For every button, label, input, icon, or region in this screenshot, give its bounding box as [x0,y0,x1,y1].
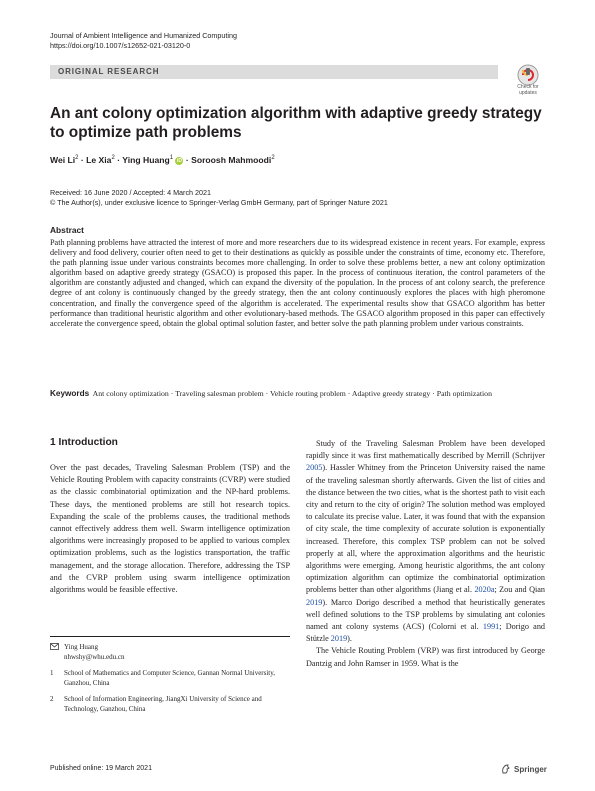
abstract-heading: Abstract [50,225,84,235]
springer-horse-icon [501,764,511,774]
affiliation-mark: 1 [169,155,174,162]
journal-name: Journal of Ambient Intelligence and Humanized Computing [50,31,237,40]
text-run: ). [347,634,352,644]
citation-link[interactable]: 2020a [474,585,495,595]
affiliation-number: 1 [50,669,54,678]
check-line-2: updates [519,90,537,96]
author-separator: · [114,155,123,165]
citation-link[interactable]: 2019 [306,597,323,607]
author-name[interactable]: Le Xia [86,155,112,165]
intro-right-paragraph-1 [306,438,545,645]
intro-heading: 1 Introduction [50,437,118,448]
author-separator: · [78,155,87,165]
check-for-updates-badge[interactable] [511,64,545,98]
affiliation-mark: 2 [271,155,275,162]
springer-logo [501,764,547,774]
corresponding-email[interactable]: nhwshy@whu.edu.cn [64,652,125,661]
author-list [50,155,275,165]
orcid-icon[interactable]: iD [176,158,182,164]
text-run: ; Dorigo and Stützle [306,622,546,644]
article-dates [50,188,388,208]
intro-right-column [306,438,545,670]
keywords-text: Ant colony optimization · Traveling salesman problem · Vehicle routing problem · Adaptive greedy strategy · Path optimization [92,389,492,398]
check-for-updates-icon [511,64,545,86]
text-run: ; Zou and Qian [494,585,545,595]
citation-link[interactable]: 2019 [330,634,348,644]
text-run: ). Marco Dorigo described a method that heuristically generates well defined solutions to the TSP problems by simulating ant colonies named ant colony systems (ACS) (Colorni et al. [306,597,545,632]
affiliation-text: School of Mathematics and Computer Science, Gannan Normal University, Ganzhou, China [64,669,276,687]
affiliation-number: 2 [50,695,54,704]
section-band [50,65,498,79]
received-accepted: Received: 16 June 2020 / Accepted: 4 March 2021 [50,188,212,197]
text-run: ). Hassler Whitney from the Princeton University raised the name of the traveling salesman shortly afterwards. Given the list of cities and the distance between the two cities, what is the shortest path to visit each city and return to the city of origin? The solution method was employed to calculate its precise value. Later, it was found that with the expansion of city scale, the time complexity of accurate solution is exponentially increased. Therefore, this complex TSP problem can not be solved properly at all, where the approximation algorithms and the heuristic algorithms were emerging. Among heuristic algorithms, the ant colony optimization algorithm can optimize the combinatorial optimization problems better than other algorithms (Jiang et al. [306,463,545,595]
affiliation-mark: 2 [75,155,79,162]
keywords-block [50,389,545,400]
citation-link[interactable]: 1991 [482,622,500,632]
abstract-text: Path planning problems have attracted the interest of more and more researchers due to its widespread existence in recent years. For example, express delivery and food delivery, courier often need to get to their destinations as quickly as possible under the constraints of time, economy etc. Therefore, the path planning issue under various constraints becomes more challenging. In order to solve these problems better, a new ant colony optimization algorithm based on adaptive greedy strategy (GSACO) is proposed this paper. In the process of continuous iteration, the control parameters of the algorithm are constantly adjusted and changed, which can expand the diversity of the population. In the process of ant colony search, the preference degree of ant colony is continuously changed by the greedy strategy, then the ant colony continuously explores the places with high pheromone concentration, and finally the convergence speed of the algorithm is accelerated. The experimental results show that GSACO algorithm has better performance than traditional heuristic algorithm and other evolutionary-based methods. The GSACO algorithm proposed in this paper can effectively accelerate the convergence speed, obtain the global optimal solution faster, and better solve the path planning problem under various constraints. [50,238,545,328]
author-separator: · [183,155,192,165]
article-title: An ant colony optimization algorithm with adaptive greedy strategy to optimize path problems [50,105,542,141]
publisher-name: Springer [514,764,547,774]
footnotes [50,636,290,715]
citation-link[interactable]: 2005 [306,463,323,473]
intro-right-paragraph-2: The Vehicle Routing Problem (VRP) was first introduced by George Dantzig and John Ramser in 1959. What is the [306,646,545,668]
affiliation-mark: 2 [111,155,115,162]
affiliation-item [50,695,290,714]
text-run: Study of the Traveling Salesman Problem have been developed rapidly since it was first mathematically described by Merrill (Schrijver [306,439,545,461]
published-online: Published online: 19 March 2021 [50,765,152,772]
affiliation-text: School of Information Engineering, JiangXi University of Science and Technology, Ganzhou, China [64,695,262,713]
keywords-label: Keywords [50,389,90,398]
envelope-icon [50,643,59,654]
author-name[interactable]: Ying Huang [122,155,170,165]
section-label: ORIGINAL RESEARCH [58,67,160,76]
corresponding-name: Ying Huang [64,643,99,651]
author-name[interactable]: Soroosh Mahmoodi [191,155,272,165]
doi-link[interactable]: https://doi.org/10.1007/s12652-021-03120-0 [50,41,191,50]
affiliation-item [50,669,290,688]
copyright-line: © The Author(s), under exclusive licence to Springer-Verlag GmbH Germany, part of Springer Nature 2021 [50,198,388,207]
corresponding-author [50,643,290,662]
intro-left-paragraph: Over the past decades, Traveling Salesman Problem (TSP) and the Vehicle Routing Problem with capacity constraints (CVRP) were studied as the classic combinatorial optimization and the NP-hard problems. These days, the mentioned problems are still hot research topics. Expanding the scale of the problems causes, the traditional methods cannot effectively address them well. Swarm intelligence optimization algorithms were increasingly proposed to be applied to various complex optimization problems, such as the logistics transportation, the traffic management, and the storage allocation. Therefore, addressing the TSP and the CVRP problem using swarm intelligence optimization algorithms would be feasible effective. [50,463,290,595]
journal-header [50,31,237,51]
check-line-1: Check for [517,84,539,90]
check-for-updates-text [511,84,545,96]
author-name[interactable]: Wei Li [50,155,76,165]
